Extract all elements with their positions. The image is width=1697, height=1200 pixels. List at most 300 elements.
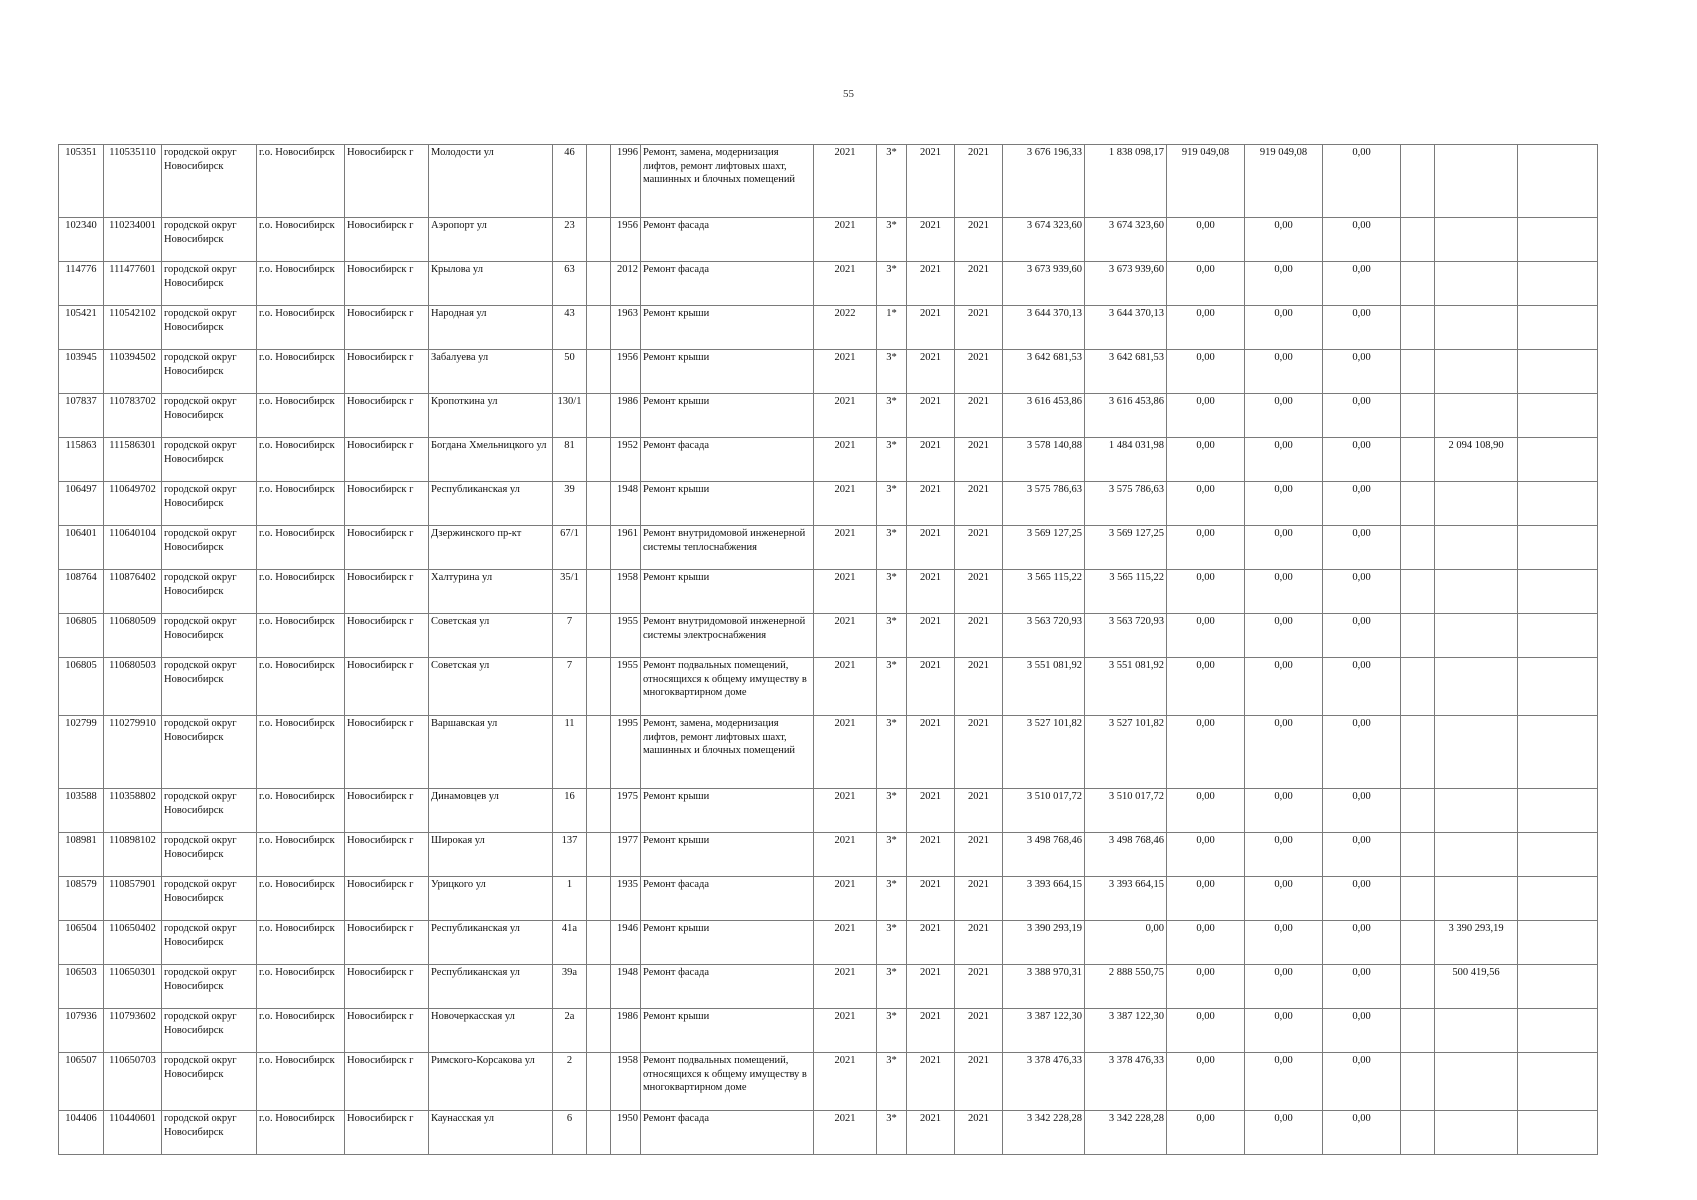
- owners-funds-cell: [1401, 921, 1435, 965]
- budget-a-cell: 0,00: [1167, 262, 1245, 306]
- work-type-cell: Ремонт фасада: [641, 877, 814, 921]
- work-type-cell: Ремонт крыши: [641, 570, 814, 614]
- budget-b-cell: 0,00: [1245, 394, 1323, 438]
- budget-b-cell: 0,00: [1245, 833, 1323, 877]
- work-type-cell: Ремонт внутридомовой инженерной системы теплоснабжения: [641, 526, 814, 570]
- budget-c-cell: 0,00: [1323, 394, 1401, 438]
- table-row: [59, 716, 1598, 789]
- house-number-cell: 6: [553, 1111, 587, 1155]
- municipality-cell: г.о. Новосибирск: [257, 526, 345, 570]
- other-funds-cell: 500 419,56: [1435, 965, 1518, 1009]
- budget-c-cell: 0,00: [1323, 877, 1401, 921]
- category-cell: 3*: [877, 218, 907, 262]
- settlement-cell: Новосибирск г: [345, 1111, 429, 1155]
- plan-year-cell: 2021: [814, 877, 877, 921]
- work-code-cell: 110358802: [104, 789, 162, 833]
- work-code-cell: 110783702: [104, 394, 162, 438]
- budget-a-cell: 0,00: [1167, 570, 1245, 614]
- table-row: [59, 145, 1598, 218]
- building-extra-cell: [587, 614, 611, 658]
- house-number-cell: 16: [553, 789, 587, 833]
- note-cell: [1518, 965, 1598, 1009]
- year-to-cell: 2021: [955, 526, 1003, 570]
- plan-year-cell: 2021: [814, 614, 877, 658]
- budget-a-cell: 0,00: [1167, 877, 1245, 921]
- building-extra-cell: [587, 1053, 611, 1111]
- work-code-cell: 110279910: [104, 716, 162, 789]
- category-cell: 3*: [877, 833, 907, 877]
- category-cell: 3*: [877, 482, 907, 526]
- year-to-cell: 2021: [955, 1111, 1003, 1155]
- object-id-cell: 103588: [59, 789, 104, 833]
- fund-amount-cell: 3 565 115,22: [1085, 570, 1167, 614]
- street-cell: Советская ул: [429, 614, 553, 658]
- plan-year-cell: 2021: [814, 482, 877, 526]
- work-code-cell: 110535110: [104, 145, 162, 218]
- owners-funds-cell: [1401, 1053, 1435, 1111]
- building-extra-cell: [587, 482, 611, 526]
- fund-amount-cell: 3 569 127,25: [1085, 526, 1167, 570]
- total-cost-cell: 3 388 970,31: [1003, 965, 1085, 1009]
- budget-b-cell: 0,00: [1245, 570, 1323, 614]
- total-cost-cell: 3 551 081,92: [1003, 658, 1085, 716]
- building-extra-cell: [587, 789, 611, 833]
- year-built-cell: 1958: [611, 570, 641, 614]
- fund-amount-cell: 3 378 476,33: [1085, 1053, 1167, 1111]
- work-code-cell: 110680509: [104, 614, 162, 658]
- work-code-cell: 110680503: [104, 658, 162, 716]
- building-extra-cell: [587, 1009, 611, 1053]
- settlement-cell: Новосибирск г: [345, 438, 429, 482]
- municipality-cell: г.о. Новосибирск: [257, 1053, 345, 1111]
- object-id-cell: 106401: [59, 526, 104, 570]
- budget-a-cell: 0,00: [1167, 658, 1245, 716]
- municipality-cell: г.о. Новосибирск: [257, 1111, 345, 1155]
- settlement-cell: Новосибирск г: [345, 306, 429, 350]
- owners-funds-cell: [1401, 262, 1435, 306]
- street-cell: Советская ул: [429, 658, 553, 716]
- total-cost-cell: 3 673 939,60: [1003, 262, 1085, 306]
- street-cell: Аэропорт ул: [429, 218, 553, 262]
- object-id-cell: 106497: [59, 482, 104, 526]
- municipality-cell: г.о. Новосибирск: [257, 306, 345, 350]
- fund-amount-cell: 0,00: [1085, 921, 1167, 965]
- year-from-cell: 2021: [907, 438, 955, 482]
- settlement-cell: Новосибирск г: [345, 877, 429, 921]
- owners-funds-cell: [1401, 1009, 1435, 1053]
- total-cost-cell: 3 390 293,19: [1003, 921, 1085, 965]
- budget-b-cell: 0,00: [1245, 438, 1323, 482]
- municipality-cell: г.о. Новосибирск: [257, 1009, 345, 1053]
- building-extra-cell: [587, 306, 611, 350]
- table-row: [59, 1009, 1598, 1053]
- category-cell: 3*: [877, 1009, 907, 1053]
- total-cost-cell: 3 578 140,88: [1003, 438, 1085, 482]
- year-from-cell: 2021: [907, 833, 955, 877]
- building-extra-cell: [587, 877, 611, 921]
- budget-c-cell: 0,00: [1323, 570, 1401, 614]
- municipality-cell: г.о. Новосибирск: [257, 789, 345, 833]
- budget-c-cell: 0,00: [1323, 965, 1401, 1009]
- other-funds-cell: [1435, 526, 1518, 570]
- work-type-cell: Ремонт крыши: [641, 1009, 814, 1053]
- fund-amount-cell: 2 888 550,75: [1085, 965, 1167, 1009]
- budget-b-cell: 0,00: [1245, 658, 1323, 716]
- settlement-cell: Новосибирск г: [345, 921, 429, 965]
- work-type-cell: Ремонт внутридомовой инженерной системы электроснабжения: [641, 614, 814, 658]
- year-from-cell: 2021: [907, 614, 955, 658]
- plan-year-cell: 2021: [814, 658, 877, 716]
- settlement-cell: Новосибирск г: [345, 570, 429, 614]
- house-number-cell: 43: [553, 306, 587, 350]
- object-id-cell: 105351: [59, 145, 104, 218]
- year-built-cell: 1955: [611, 658, 641, 716]
- house-number-cell: 2а: [553, 1009, 587, 1053]
- house-number-cell: 39: [553, 482, 587, 526]
- street-cell: Забалуева ул: [429, 350, 553, 394]
- fund-amount-cell: 3 551 081,92: [1085, 658, 1167, 716]
- category-cell: 3*: [877, 921, 907, 965]
- object-id-cell: 103945: [59, 350, 104, 394]
- work-type-cell: Ремонт подвальных помещений, относящихся к общему имуществу в многоквартирном доме: [641, 658, 814, 716]
- category-cell: 3*: [877, 716, 907, 789]
- repair-registry-table: [58, 144, 1598, 1155]
- district-cell: городской округ Новосибирск: [162, 438, 257, 482]
- year-to-cell: 2021: [955, 394, 1003, 438]
- budget-a-cell: 0,00: [1167, 1053, 1245, 1111]
- work-code-cell: 110640104: [104, 526, 162, 570]
- other-funds-cell: [1435, 789, 1518, 833]
- note-cell: [1518, 614, 1598, 658]
- total-cost-cell: 3 674 323,60: [1003, 218, 1085, 262]
- category-cell: 3*: [877, 1111, 907, 1155]
- budget-a-cell: 0,00: [1167, 218, 1245, 262]
- year-built-cell: 1935: [611, 877, 641, 921]
- year-from-cell: 2021: [907, 482, 955, 526]
- note-cell: [1518, 789, 1598, 833]
- category-cell: 3*: [877, 350, 907, 394]
- year-built-cell: 1958: [611, 1053, 641, 1111]
- settlement-cell: Новосибирск г: [345, 1009, 429, 1053]
- other-funds-cell: [1435, 218, 1518, 262]
- year-built-cell: 1950: [611, 1111, 641, 1155]
- street-cell: Республиканская ул: [429, 965, 553, 1009]
- year-to-cell: 2021: [955, 145, 1003, 218]
- district-cell: городской округ Новосибирск: [162, 877, 257, 921]
- table-row: [59, 394, 1598, 438]
- fund-amount-cell: 3 563 720,93: [1085, 614, 1167, 658]
- year-to-cell: 2021: [955, 921, 1003, 965]
- table-row: [59, 789, 1598, 833]
- settlement-cell: Новосибирск г: [345, 526, 429, 570]
- category-cell: 3*: [877, 394, 907, 438]
- street-cell: Кропоткина ул: [429, 394, 553, 438]
- note-cell: [1518, 833, 1598, 877]
- fund-amount-cell: 3 387 122,30: [1085, 1009, 1167, 1053]
- building-extra-cell: [587, 262, 611, 306]
- work-code-cell: 110649702: [104, 482, 162, 526]
- owners-funds-cell: [1401, 965, 1435, 1009]
- fund-amount-cell: 3 644 370,13: [1085, 306, 1167, 350]
- building-extra-cell: [587, 145, 611, 218]
- house-number-cell: 35/1: [553, 570, 587, 614]
- total-cost-cell: 3 616 453,86: [1003, 394, 1085, 438]
- budget-a-cell: 0,00: [1167, 1009, 1245, 1053]
- other-funds-cell: [1435, 1053, 1518, 1111]
- municipality-cell: г.о. Новосибирск: [257, 921, 345, 965]
- district-cell: городской округ Новосибирск: [162, 1009, 257, 1053]
- year-from-cell: 2021: [907, 262, 955, 306]
- object-id-cell: 106805: [59, 658, 104, 716]
- work-type-cell: Ремонт крыши: [641, 921, 814, 965]
- note-cell: [1518, 1053, 1598, 1111]
- district-cell: городской округ Новосибирск: [162, 482, 257, 526]
- other-funds-cell: [1435, 482, 1518, 526]
- total-cost-cell: 3 510 017,72: [1003, 789, 1085, 833]
- settlement-cell: Новосибирск г: [345, 350, 429, 394]
- building-extra-cell: [587, 438, 611, 482]
- work-type-cell: Ремонт, замена, модернизация лифтов, ремонт лифтовых шахт, машинных и блочных помещений: [641, 716, 814, 789]
- year-from-cell: 2021: [907, 1053, 955, 1111]
- year-built-cell: 1986: [611, 394, 641, 438]
- note-cell: [1518, 658, 1598, 716]
- settlement-cell: Новосибирск г: [345, 482, 429, 526]
- other-funds-cell: [1435, 614, 1518, 658]
- page-number: 55: [843, 88, 854, 100]
- year-built-cell: 1995: [611, 716, 641, 789]
- settlement-cell: Новосибирск г: [345, 833, 429, 877]
- district-cell: городской округ Новосибирск: [162, 526, 257, 570]
- note-cell: [1518, 145, 1598, 218]
- other-funds-cell: [1435, 145, 1518, 218]
- district-cell: городской округ Новосибирск: [162, 394, 257, 438]
- municipality-cell: г.о. Новосибирск: [257, 570, 345, 614]
- category-cell: 3*: [877, 789, 907, 833]
- district-cell: городской округ Новосибирск: [162, 965, 257, 1009]
- budget-c-cell: 0,00: [1323, 1111, 1401, 1155]
- budget-a-cell: 0,00: [1167, 833, 1245, 877]
- house-number-cell: 46: [553, 145, 587, 218]
- work-code-cell: 110234001: [104, 218, 162, 262]
- year-from-cell: 2021: [907, 306, 955, 350]
- year-from-cell: 2021: [907, 716, 955, 789]
- object-id-cell: 108981: [59, 833, 104, 877]
- total-cost-cell: 3 575 786,63: [1003, 482, 1085, 526]
- municipality-cell: г.о. Новосибирск: [257, 438, 345, 482]
- budget-b-cell: 0,00: [1245, 306, 1323, 350]
- house-number-cell: 11: [553, 716, 587, 789]
- municipality-cell: г.о. Новосибирск: [257, 965, 345, 1009]
- work-type-cell: Ремонт фасада: [641, 1111, 814, 1155]
- budget-b-cell: 0,00: [1245, 614, 1323, 658]
- district-cell: городской округ Новосибирск: [162, 306, 257, 350]
- budget-a-cell: 0,00: [1167, 350, 1245, 394]
- settlement-cell: Новосибирск г: [345, 218, 429, 262]
- building-extra-cell: [587, 716, 611, 789]
- fund-amount-cell: 1 484 031,98: [1085, 438, 1167, 482]
- fund-amount-cell: 3 393 664,15: [1085, 877, 1167, 921]
- note-cell: [1518, 438, 1598, 482]
- budget-c-cell: 0,00: [1323, 921, 1401, 965]
- category-cell: 3*: [877, 526, 907, 570]
- work-code-cell: 110898102: [104, 833, 162, 877]
- settlement-cell: Новосибирск г: [345, 614, 429, 658]
- owners-funds-cell: [1401, 482, 1435, 526]
- object-id-cell: 102799: [59, 716, 104, 789]
- year-from-cell: 2021: [907, 1111, 955, 1155]
- work-type-cell: Ремонт фасада: [641, 218, 814, 262]
- table-row: [59, 526, 1598, 570]
- budget-a-cell: 919 049,08: [1167, 145, 1245, 218]
- work-code-cell: 110650402: [104, 921, 162, 965]
- year-from-cell: 2021: [907, 789, 955, 833]
- other-funds-cell: [1435, 1009, 1518, 1053]
- work-type-cell: Ремонт фасада: [641, 965, 814, 1009]
- other-funds-cell: [1435, 394, 1518, 438]
- street-cell: Дзержинского пр-кт: [429, 526, 553, 570]
- category-cell: 3*: [877, 1053, 907, 1111]
- year-to-cell: 2021: [955, 877, 1003, 921]
- house-number-cell: 81: [553, 438, 587, 482]
- note-cell: [1518, 716, 1598, 789]
- category-cell: 3*: [877, 438, 907, 482]
- building-extra-cell: [587, 526, 611, 570]
- category-cell: 3*: [877, 570, 907, 614]
- note-cell: [1518, 921, 1598, 965]
- object-id-cell: 104406: [59, 1111, 104, 1155]
- budget-c-cell: 0,00: [1323, 145, 1401, 218]
- note-cell: [1518, 306, 1598, 350]
- total-cost-cell: 3 393 664,15: [1003, 877, 1085, 921]
- work-type-cell: Ремонт крыши: [641, 789, 814, 833]
- year-from-cell: 2021: [907, 570, 955, 614]
- plan-year-cell: 2021: [814, 789, 877, 833]
- fund-amount-cell: 3 342 228,28: [1085, 1111, 1167, 1155]
- object-id-cell: 106805: [59, 614, 104, 658]
- category-cell: 3*: [877, 145, 907, 218]
- budget-b-cell: 0,00: [1245, 350, 1323, 394]
- budget-a-cell: 0,00: [1167, 716, 1245, 789]
- work-code-cell: 110440601: [104, 1111, 162, 1155]
- budget-b-cell: 0,00: [1245, 218, 1323, 262]
- year-built-cell: 1996: [611, 145, 641, 218]
- plan-year-cell: 2021: [814, 570, 877, 614]
- district-cell: городской округ Новосибирск: [162, 716, 257, 789]
- street-cell: Динамовцев ул: [429, 789, 553, 833]
- budget-c-cell: 0,00: [1323, 614, 1401, 658]
- work-type-cell: Ремонт фасада: [641, 262, 814, 306]
- plan-year-cell: 2021: [814, 438, 877, 482]
- budget-c-cell: 0,00: [1323, 716, 1401, 789]
- budget-c-cell: 0,00: [1323, 438, 1401, 482]
- plan-year-cell: 2021: [814, 716, 877, 789]
- category-cell: 3*: [877, 965, 907, 1009]
- budget-b-cell: 0,00: [1245, 1053, 1323, 1111]
- total-cost-cell: 3 527 101,82: [1003, 716, 1085, 789]
- house-number-cell: 7: [553, 658, 587, 716]
- year-to-cell: 2021: [955, 1009, 1003, 1053]
- total-cost-cell: 3 378 476,33: [1003, 1053, 1085, 1111]
- note-cell: [1518, 1111, 1598, 1155]
- year-to-cell: 2021: [955, 570, 1003, 614]
- other-funds-cell: [1435, 833, 1518, 877]
- budget-c-cell: 0,00: [1323, 306, 1401, 350]
- work-code-cell: 110650703: [104, 1053, 162, 1111]
- owners-funds-cell: [1401, 438, 1435, 482]
- table-row: [59, 658, 1598, 716]
- settlement-cell: Новосибирск г: [345, 965, 429, 1009]
- category-cell: 3*: [877, 262, 907, 306]
- year-built-cell: 1948: [611, 482, 641, 526]
- district-cell: городской округ Новосибирск: [162, 921, 257, 965]
- other-funds-cell: [1435, 716, 1518, 789]
- plan-year-cell: 2021: [814, 1111, 877, 1155]
- budget-a-cell: 0,00: [1167, 438, 1245, 482]
- budget-c-cell: 0,00: [1323, 789, 1401, 833]
- street-cell: Римского-Корсакова ул: [429, 1053, 553, 1111]
- total-cost-cell: 3 642 681,53: [1003, 350, 1085, 394]
- total-cost-cell: 3 565 115,22: [1003, 570, 1085, 614]
- year-to-cell: 2021: [955, 482, 1003, 526]
- budget-b-cell: 0,00: [1245, 482, 1323, 526]
- fund-amount-cell: 3 616 453,86: [1085, 394, 1167, 438]
- year-from-cell: 2021: [907, 145, 955, 218]
- owners-funds-cell: [1401, 526, 1435, 570]
- house-number-cell: 39а: [553, 965, 587, 1009]
- category-cell: 1*: [877, 306, 907, 350]
- settlement-cell: Новосибирск г: [345, 716, 429, 789]
- table-row: [59, 965, 1598, 1009]
- house-number-cell: 50: [553, 350, 587, 394]
- budget-a-cell: 0,00: [1167, 1111, 1245, 1155]
- owners-funds-cell: [1401, 1111, 1435, 1155]
- work-type-cell: Ремонт крыши: [641, 394, 814, 438]
- owners-funds-cell: [1401, 145, 1435, 218]
- budget-c-cell: 0,00: [1323, 482, 1401, 526]
- district-cell: городской округ Новосибирск: [162, 833, 257, 877]
- street-cell: Широкая ул: [429, 833, 553, 877]
- year-to-cell: 2021: [955, 306, 1003, 350]
- district-cell: городской округ Новосибирск: [162, 350, 257, 394]
- other-funds-cell: [1435, 570, 1518, 614]
- year-built-cell: 1956: [611, 350, 641, 394]
- work-type-cell: Ремонт, замена, модернизация лифтов, ремонт лифтовых шахт, машинных и блочных помещений: [641, 145, 814, 218]
- plan-year-cell: 2021: [814, 1053, 877, 1111]
- total-cost-cell: 3 644 370,13: [1003, 306, 1085, 350]
- year-built-cell: 2012: [611, 262, 641, 306]
- year-built-cell: 1975: [611, 789, 641, 833]
- other-funds-cell: [1435, 306, 1518, 350]
- other-funds-cell: [1435, 1111, 1518, 1155]
- year-to-cell: 2021: [955, 1053, 1003, 1111]
- street-cell: Крылова ул: [429, 262, 553, 306]
- budget-b-cell: 0,00: [1245, 789, 1323, 833]
- municipality-cell: г.о. Новосибирск: [257, 658, 345, 716]
- year-from-cell: 2021: [907, 877, 955, 921]
- work-type-cell: Ремонт фасада: [641, 438, 814, 482]
- settlement-cell: Новосибирск г: [345, 145, 429, 218]
- house-number-cell: 41а: [553, 921, 587, 965]
- note-cell: [1518, 1009, 1598, 1053]
- year-built-cell: 1956: [611, 218, 641, 262]
- municipality-cell: г.о. Новосибирск: [257, 716, 345, 789]
- table-row: [59, 921, 1598, 965]
- year-built-cell: 1977: [611, 833, 641, 877]
- building-extra-cell: [587, 350, 611, 394]
- municipality-cell: г.о. Новосибирск: [257, 218, 345, 262]
- table-row: [59, 350, 1598, 394]
- settlement-cell: Новосибирск г: [345, 789, 429, 833]
